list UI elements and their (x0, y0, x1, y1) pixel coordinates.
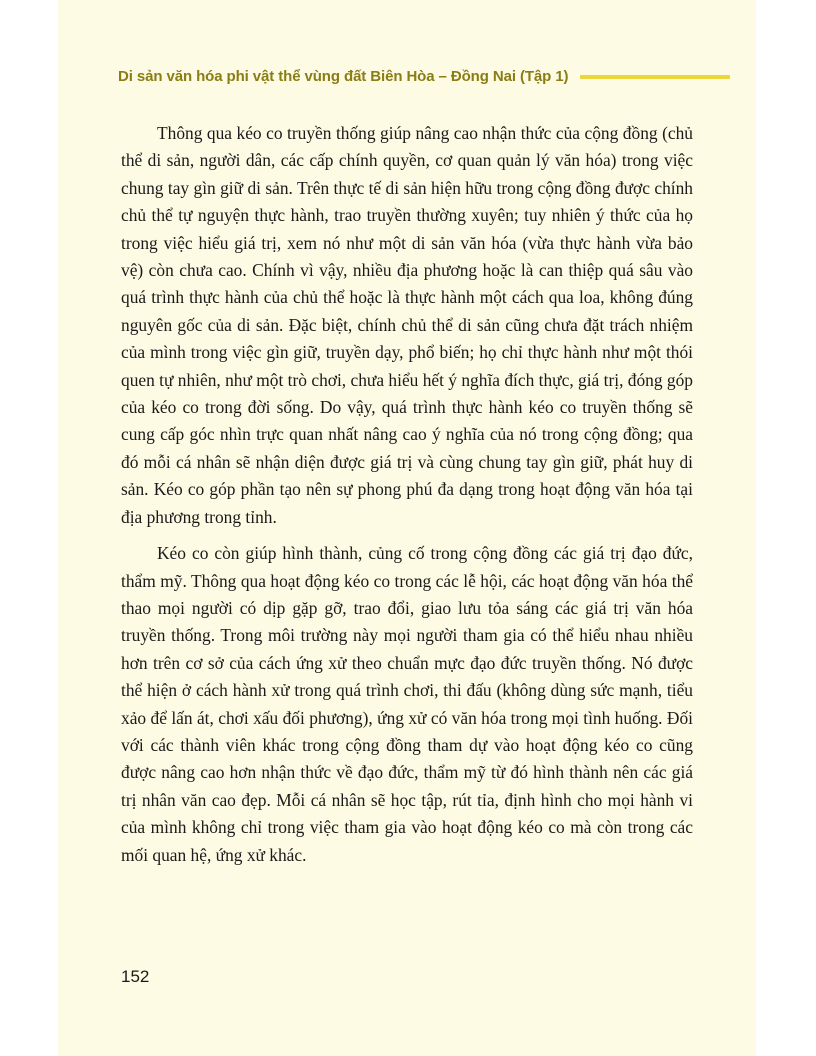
running-header-title: Di sản văn hóa phi vật thể vùng đất Biên Hòa – Đồng Nai (Tập 1) (118, 68, 569, 85)
running-header (118, 68, 730, 85)
paragraph-1: Thông qua kéo co truyền thống giúp nâng cao nhận thức của cộng đồng (chủ thể di sản, người dân, các cấp chính quyền, cơ quan quản lý văn hóa) trong việc chung tay gìn giữ di sản. Trên thực tế di sản hiện hữu trong cộng đồng được chính chủ thể tự nguyện thực hành, trao truyền thường xuyên; tuy nhiên ý thức của họ trong việc hiểu giá trị, xem nó như một di sản văn hóa (vừa thực hành vừa bảo vệ) còn chưa cao. Chính vì vậy, nhiều địa phương hoặc là can thiệp quá sâu vào quá trình thực hành của chủ thể hoặc là thực hành một cách qua loa, không đúng nguyên gốc của di sản. Đặc biệt, chính chủ thể di sản cũng chưa đặt trách nhiệm của mình trong việc gìn giữ, truyền dạy, phổ biến; họ chỉ thực hành như một thói quen tự nhiên, như một trò chơi, chưa hiểu hết ý nghĩa đích thực, giá trị, đóng góp của kéo co trong đời sống. Do vậy, quá trình thực hành kéo co truyền thống sẽ cung cấp góc nhìn trực quan nhất nâng cao ý nghĩa của nó trong cộng đồng; qua đó mỗi cá nhân sẽ nhận diện được giá trị và cùng chung tay gìn giữ, phát huy di sản. Kéo co góp phần tạo nên sự phong phú đa dạng trong hoạt động văn hóa tại địa phương trong tỉnh. (121, 123, 693, 527)
book-page (58, 0, 756, 1056)
paragraph-2: Kéo co còn giúp hình thành, củng cố trong cộng đồng các giá trị đạo đức, thẩm mỹ. Thông qua hoạt động kéo co trong các lễ hội, các hoạt động văn hóa thể thao mọi người có dịp gặp gỡ, trao đổi, giao lưu tỏa sáng các giá trị văn hóa truyền thống. Trong môi trường này mọi người tham gia có thể hiểu nhau nhiều hơn trên cơ sở của cách ứng xử theo chuẩn mực đạo đức truyền thống. Nó được thể hiện ở cách hành xử trong quá trình chơi, thi đấu (không dùng sức mạnh, tiểu xảo để lấn át, chơi xấu đối phương), ứng xử có văn hóa trong mọi tình huống. Đối với các thành viên khác trong cộng đồng tham dự vào hoạt động kéo co cũng được nâng cao hơn nhận thức về đạo đức, thẩm mỹ từ đó hình thành nên các giá trị nhân văn cao đẹp. Mỗi cá nhân sẽ học tập, rút tỉa, định hình cho mọi hành vi của mình không chỉ trong việc tham gia vào hoạt động kéo co mà còn trong các mối quan hệ, ứng xử khác. (121, 543, 693, 865)
body-text (121, 120, 693, 869)
header-rule (580, 75, 730, 79)
page-number: 152 (121, 967, 150, 986)
